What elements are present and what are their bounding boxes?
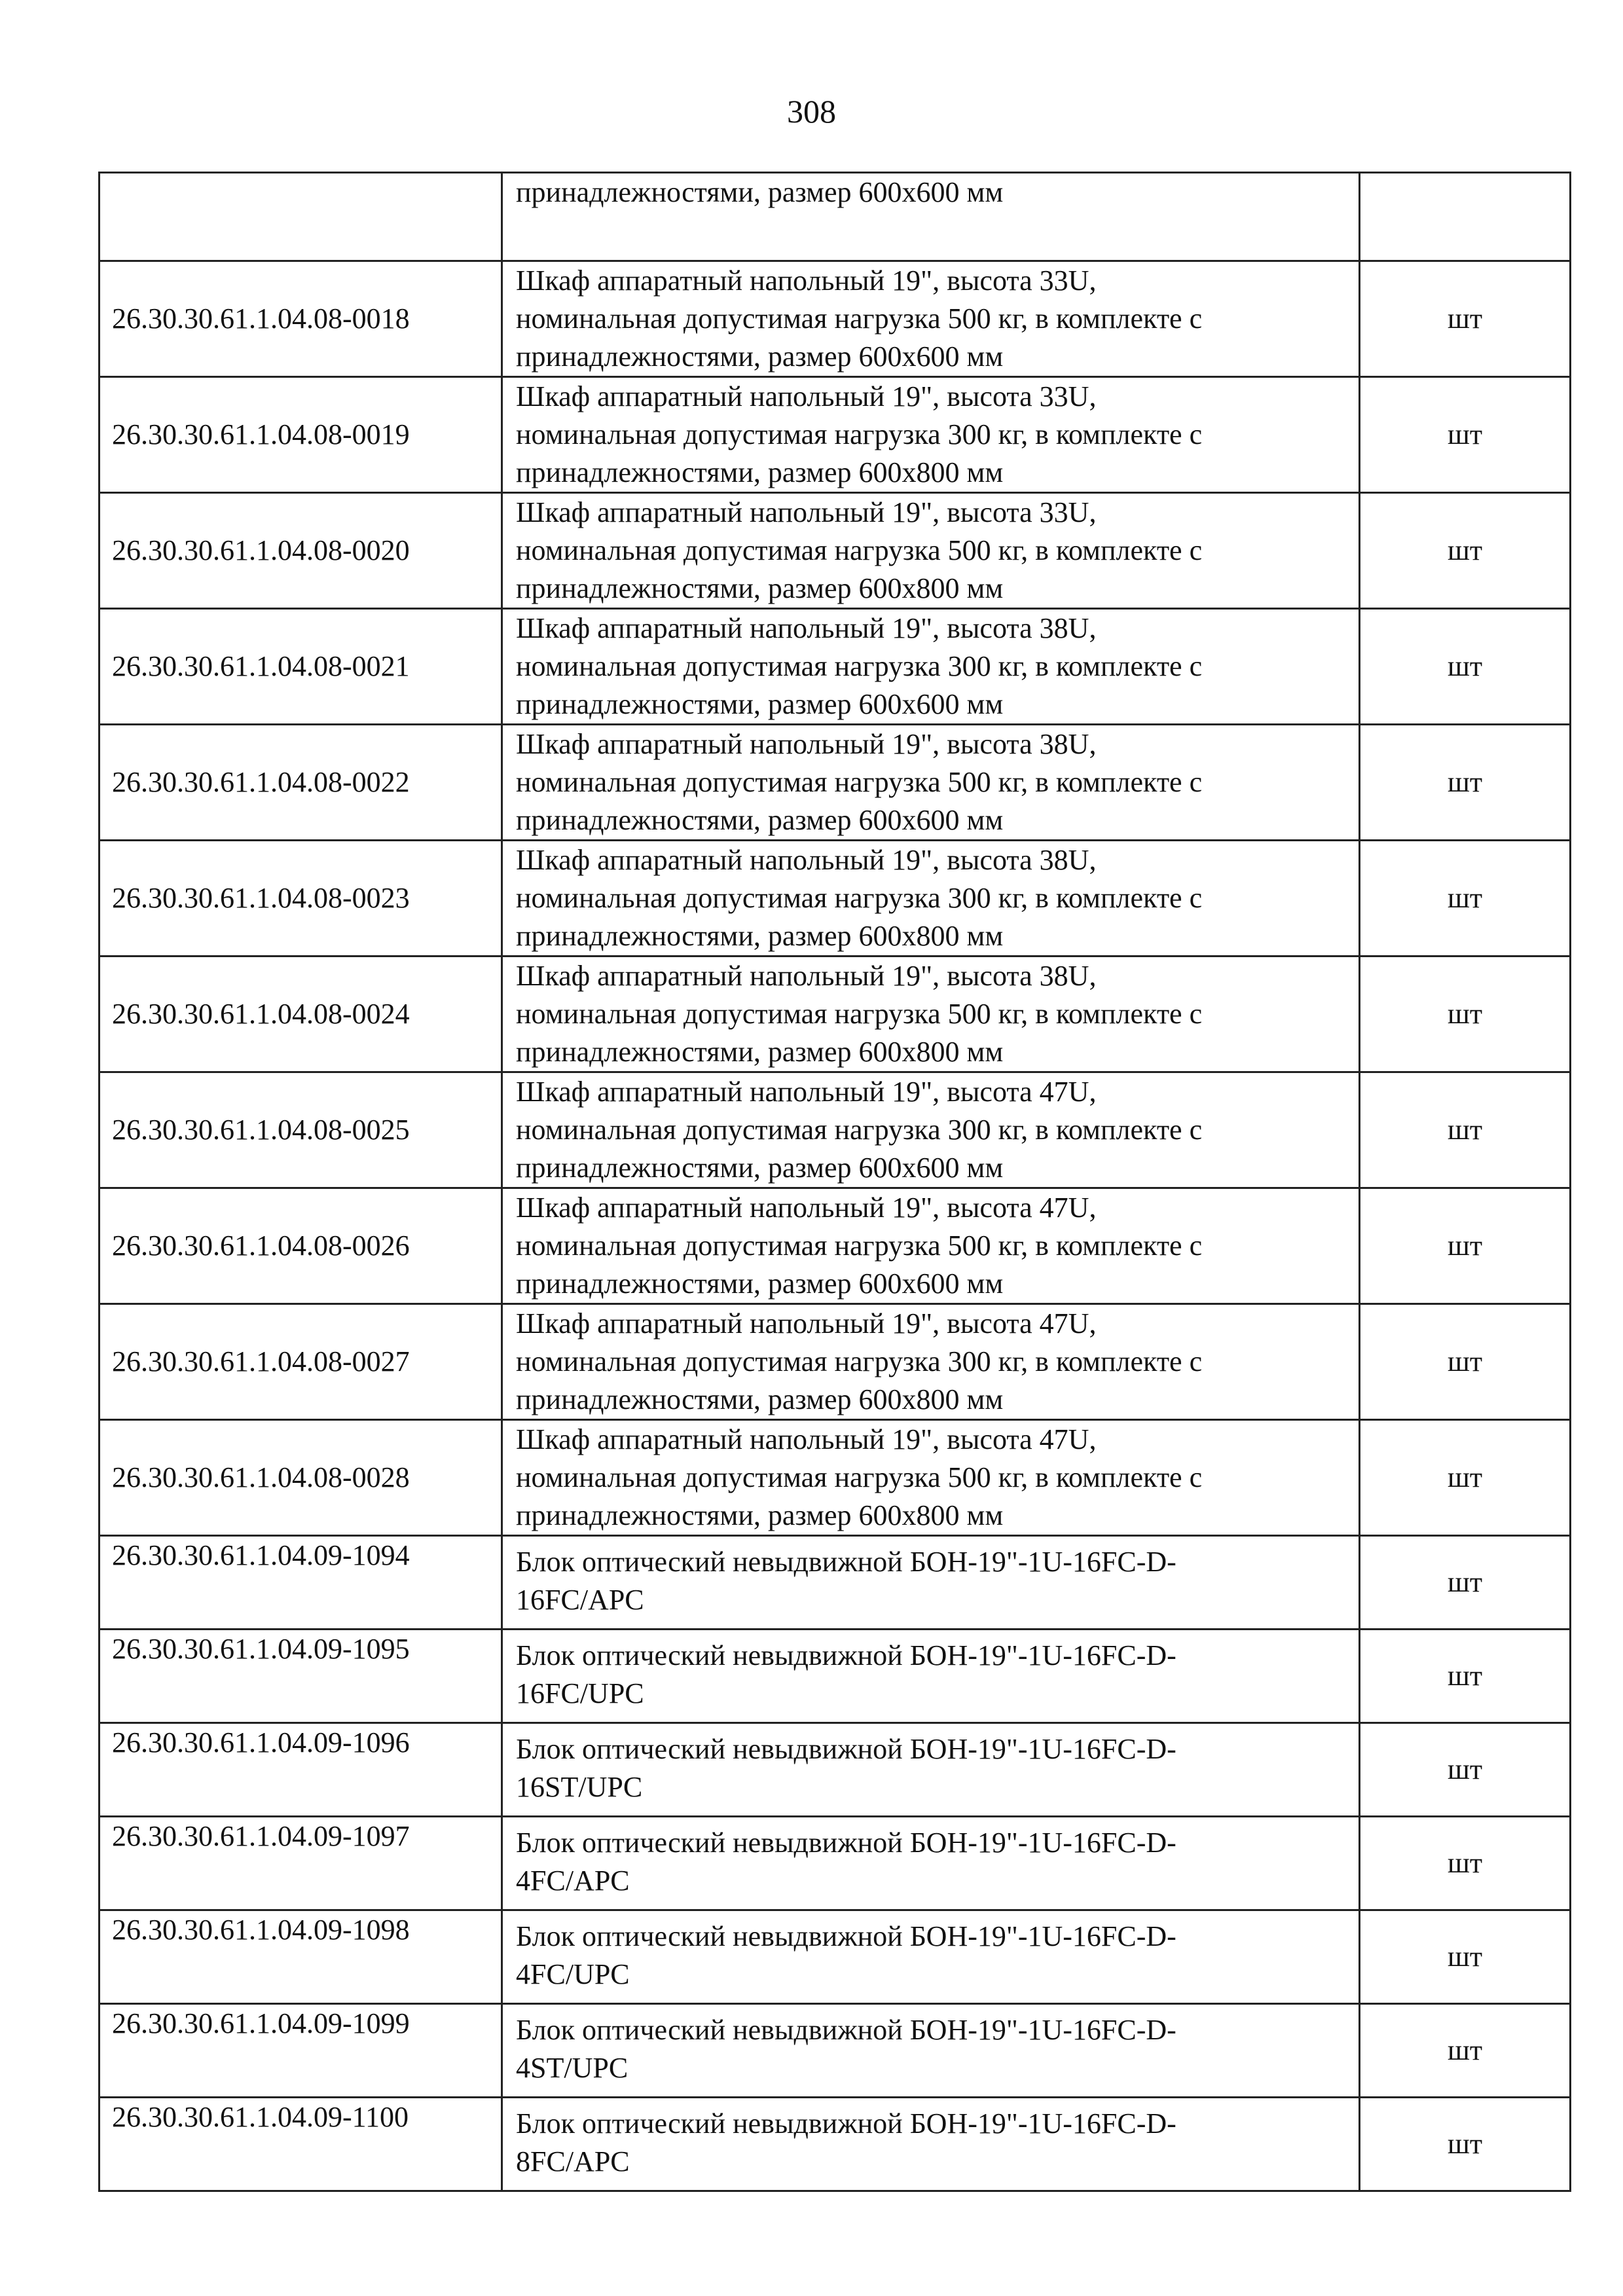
description-cell: [502, 2004, 1360, 2098]
description-cell: [502, 173, 1360, 261]
description-cell: [502, 841, 1360, 957]
description-line: номинальная допустимая нагрузка 500 кг, в комплекте с: [516, 766, 1203, 798]
unit-cell: шт: [1360, 493, 1571, 609]
code-cell: 26.30.30.61.1.04.08-0027: [100, 1304, 502, 1420]
description-line: принадлежностями, размер 600х800 мм: [516, 1499, 1004, 1531]
description-line: номинальная допустимая нагрузка 500 кг, в комплекте с: [516, 998, 1203, 1030]
table-row: [100, 1817, 1571, 1910]
description-line: принадлежностями, размер 600х800 мм: [516, 572, 1004, 604]
description-line: номинальная допустимая нагрузка 300 кг, в комплекте с: [516, 418, 1203, 450]
description-line: принадлежностями, размер 600х800 мм: [516, 456, 1004, 488]
description-line: Блок оптический невыдвижной БОН-19"-1U-16FC-D-: [516, 2107, 1176, 2140]
unit-cell: шт: [1360, 841, 1571, 957]
table-body: [100, 173, 1571, 2191]
description-line: номинальная допустимая нагрузка 300 кг, в комплекте с: [516, 650, 1203, 682]
description-line: принадлежностями, размер 600х800 мм: [516, 1036, 1004, 1068]
code-cell: 26.30.30.61.1.04.09-1099: [100, 2004, 502, 2098]
description-line: номинальная допустимая нагрузка 300 кг, в комплекте с: [516, 1114, 1203, 1146]
unit-cell: шт: [1360, 1188, 1571, 1304]
description-line: 16FC/APC: [516, 1584, 644, 1616]
description-cell: [502, 1910, 1360, 2004]
description-cell: [502, 1420, 1360, 1536]
description-line: номинальная допустимая нагрузка 500 кг, в комплекте с: [516, 1230, 1203, 1262]
description-cell: [502, 609, 1360, 725]
unit-cell: шт: [1360, 725, 1571, 841]
table-row: [100, 1420, 1571, 1536]
description-line: Шкаф аппаратный напольный 19", высота 38U,: [516, 960, 1097, 992]
table-row: [100, 2098, 1571, 2191]
code-cell: 26.30.30.61.1.04.09-1097: [100, 1817, 502, 1910]
description-line: Шкаф аппаратный напольный 19", высота 33U,: [516, 264, 1097, 297]
unit-cell: [1360, 173, 1571, 261]
table-row: [100, 1910, 1571, 2004]
description-line: 4FC/UPC: [516, 1958, 630, 1990]
table-row: [100, 841, 1571, 957]
resource-table: [98, 172, 1571, 2192]
table-row: [100, 377, 1571, 493]
unit-cell: шт: [1360, 1536, 1571, 1630]
description-cell: [502, 957, 1360, 1072]
description-line: принадлежностями, размер 600х600 мм: [516, 804, 1004, 836]
description-cell: [502, 1304, 1360, 1420]
description-cell: [502, 725, 1360, 841]
description-cell: [502, 1072, 1360, 1188]
code-cell: 26.30.30.61.1.04.08-0028: [100, 1420, 502, 1536]
code-cell: 26.30.30.61.1.04.08-0019: [100, 377, 502, 493]
description-line: номинальная допустимая нагрузка 500 кг, в комплекте с: [516, 1461, 1203, 1493]
code-cell: 26.30.30.61.1.04.08-0024: [100, 957, 502, 1072]
unit-cell: шт: [1360, 377, 1571, 493]
description-line: принадлежностями, размер 600х800 мм: [516, 920, 1004, 952]
description-line: принадлежностями, размер 600х800 мм: [516, 1383, 1004, 1415]
description-line: Блок оптический невыдвижной БОН-19"-1U-16FC-D-: [516, 1733, 1176, 1765]
table-row: [100, 1072, 1571, 1188]
code-cell: 26.30.30.61.1.04.08-0025: [100, 1072, 502, 1188]
code-cell: 26.30.30.61.1.04.09-1100: [100, 2098, 502, 2191]
description-cell: [502, 1630, 1360, 1723]
code-cell: 26.30.30.61.1.04.09-1098: [100, 1910, 502, 2004]
unit-cell: шт: [1360, 2098, 1571, 2191]
table-row: [100, 261, 1571, 377]
table-row: [100, 957, 1571, 1072]
description-line: Шкаф аппаратный напольный 19", высота 47U,: [516, 1192, 1097, 1224]
table-row: [100, 1188, 1571, 1304]
unit-cell: шт: [1360, 1817, 1571, 1910]
code-cell: 26.30.30.61.1.04.09-1096: [100, 1723, 502, 1817]
description-line: номинальная допустимая нагрузка 300 кг, в комплекте с: [516, 1345, 1203, 1377]
table-row-continuation: [100, 173, 1571, 261]
code-cell: 26.30.30.61.1.04.08-0018: [100, 261, 502, 377]
description-line: принадлежностями, размер 600х600 мм: [516, 340, 1004, 373]
description-line: Шкаф аппаратный напольный 19", высота 38U,: [516, 728, 1097, 760]
table-row: [100, 725, 1571, 841]
description-line: Блок оптический невыдвижной БОН-19"-1U-16FC-D-: [516, 1639, 1176, 1671]
description-line: Блок оптический невыдвижной БОН-19"-1U-16FC-D-: [516, 1827, 1176, 1859]
code-cell: 26.30.30.61.1.04.08-0023: [100, 841, 502, 957]
description-cell: [502, 1723, 1360, 1817]
description-line: принадлежностями, размер 600х600 мм: [516, 1267, 1004, 1300]
unit-cell: шт: [1360, 957, 1571, 1072]
table-row: [100, 1536, 1571, 1630]
description-line: номинальная допустимая нагрузка 300 кг, в комплекте с: [516, 882, 1203, 914]
description-line: принадлежностями, размер 600х600 мм: [516, 1152, 1004, 1184]
description-line: 4ST/UPC: [516, 2052, 629, 2084]
table-row: [100, 1723, 1571, 1817]
description-line: 16FC/UPC: [516, 1677, 644, 1709]
unit-cell: шт: [1360, 1072, 1571, 1188]
description-line: принадлежностями, размер 600х600 мм: [516, 176, 1004, 208]
description-line: Шкаф аппаратный напольный 19", высота 33U,: [516, 496, 1097, 528]
description-line: 8FC/APC: [516, 2145, 630, 2178]
description-line: Шкаф аппаратный напольный 19", высота 38U,: [516, 612, 1097, 644]
description-line: Шкаф аппаратный напольный 19", высота 47U,: [516, 1076, 1097, 1108]
unit-cell: шт: [1360, 1910, 1571, 2004]
unit-cell: шт: [1360, 609, 1571, 725]
description-cell: [502, 1188, 1360, 1304]
unit-cell: шт: [1360, 261, 1571, 377]
description-line: 4FC/APC: [516, 1865, 630, 1897]
description-line: номинальная допустимая нагрузка 500 кг, в комплекте с: [516, 302, 1203, 335]
description-line: номинальная допустимая нагрузка 500 кг, в комплекте с: [516, 534, 1203, 566]
description-cell: [502, 1817, 1360, 1910]
description-cell: [502, 377, 1360, 493]
table-row: [100, 493, 1571, 609]
table-row: [100, 2004, 1571, 2098]
description-cell: [502, 261, 1360, 377]
unit-cell: шт: [1360, 1304, 1571, 1420]
table-row: [100, 1304, 1571, 1420]
description-line: Блок оптический невыдвижной БОН-19"-1U-16FC-D-: [516, 1920, 1176, 1952]
unit-cell: шт: [1360, 2004, 1571, 2098]
description-line: 16ST/UPC: [516, 1771, 643, 1803]
description-line: Шкаф аппаратный напольный 19", высота 47U,: [516, 1307, 1097, 1339]
table-row: [100, 609, 1571, 725]
description-line: Шкаф аппаратный напольный 19", высота 33U,: [516, 380, 1097, 412]
table-row: [100, 1630, 1571, 1723]
unit-cell: шт: [1360, 1630, 1571, 1723]
description-cell: [502, 2098, 1360, 2191]
code-cell: 26.30.30.61.1.04.08-0022: [100, 725, 502, 841]
code-cell: 26.30.30.61.1.04.09-1094: [100, 1536, 502, 1630]
description-cell: [502, 1536, 1360, 1630]
page-number: 308: [787, 93, 836, 130]
unit-cell: шт: [1360, 1723, 1571, 1817]
description-line: Блок оптический невыдвижной БОН-19"-1U-16FC-D-: [516, 2014, 1176, 2046]
description-line: Шкаф аппаратный напольный 19", высота 47U,: [516, 1423, 1097, 1455]
code-cell: [100, 173, 502, 261]
description-cell: [502, 493, 1360, 609]
description-line: Блок оптический невыдвижной БОН-19"-1U-16FC-D-: [516, 1546, 1176, 1578]
code-cell: 26.30.30.61.1.04.09-1095: [100, 1630, 502, 1723]
code-cell: 26.30.30.61.1.04.08-0021: [100, 609, 502, 725]
unit-cell: шт: [1360, 1420, 1571, 1536]
code-cell: 26.30.30.61.1.04.08-0020: [100, 493, 502, 609]
code-cell: 26.30.30.61.1.04.08-0026: [100, 1188, 502, 1304]
description-line: Шкаф аппаратный напольный 19", высота 38U,: [516, 844, 1097, 876]
description-line: принадлежностями, размер 600х600 мм: [516, 688, 1004, 720]
